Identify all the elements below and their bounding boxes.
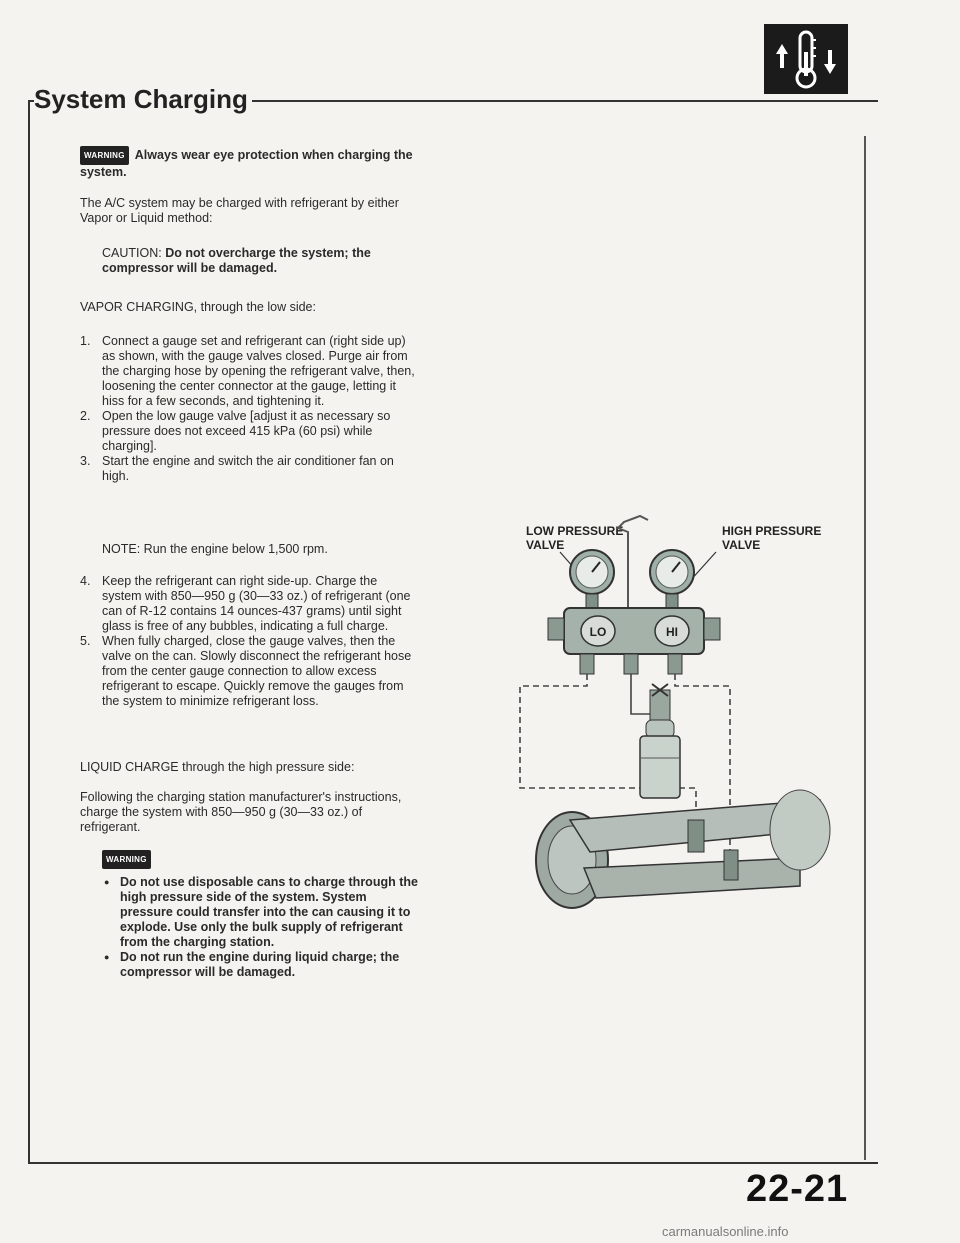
- step-3: 3. Start the engine and switch the air conditioner fan on high.: [80, 454, 394, 483]
- warning-badge: WARNING: [102, 850, 151, 869]
- vapor-heading-text: VAPOR CHARGING, through the low side:: [80, 300, 316, 314]
- vapor-steps: [80, 334, 420, 484]
- thermometer-arrows-icon: [764, 24, 848, 94]
- step-4: 4. Keep the refrigerant can right side-up. Charge the system with 850—950 g (30—33 oz.) of refrigerant (one can of R-12 contains 14 ounces-437 grams) until sight glass is free of any bubbles, indicating a full charge.: [80, 574, 411, 633]
- step-2: 2. Open the low gauge valve [adjust it as necessary so pressure does not exceed 415 kPa (60 psi) while charging].: [80, 409, 391, 453]
- low-pressure-gauge-icon: [570, 550, 614, 610]
- high-pressure-valve-label: HIGH PRESSURE VALVE: [722, 524, 822, 552]
- liquid-paragraph: [80, 790, 420, 835]
- compressor-icon: [536, 790, 830, 908]
- caution-label: CAUTION:: [102, 246, 162, 260]
- warning-eye-protection: [80, 146, 420, 180]
- liquid-heading-text: LIQUID CHARGE through the high pressure side:: [80, 760, 355, 774]
- high-pressure-gauge-icon: [650, 550, 694, 610]
- liquid-text: Following the charging station manufacturer's instructions, charge the system with 850—950 g (30—33 oz.) of refrigerant.: [80, 790, 402, 834]
- warning-text: Always wear eye protection when charging the system.: [80, 147, 413, 179]
- title-rule: [240, 100, 864, 102]
- lo-valve-label: LO: [589, 625, 607, 639]
- low-pressure-valve-label: LOW PRESSURE VALVE: [526, 524, 624, 552]
- liquid-heading: [80, 760, 420, 775]
- frame-right-edge: [864, 136, 866, 1160]
- caution-block: [102, 246, 420, 276]
- vapor-heading: [80, 300, 420, 315]
- hi-valve-label: HI: [666, 625, 678, 639]
- watermark: carmanualsonline.info: [662, 1224, 789, 1239]
- step-1: 1. Connect a gauge set and refrigerant can (right side up) as shown, with the gauge valves closed. Purge air from the charging hose by opening the refrigerant valve, then, loosening the center connector at the gauge, letting it hiss for a few seconds, and tightening it.: [80, 334, 415, 408]
- page-title: System Charging: [34, 84, 252, 115]
- intro-text: The A/C system may be charged with refrigerant by either Vapor or Liquid method:: [80, 196, 399, 225]
- warning-liquid-charge: [102, 850, 420, 980]
- caution-text: Do not overcharge the system; the compressor will be damaged.: [102, 246, 371, 275]
- page-number: 22-21: [746, 1168, 849, 1210]
- note-text: NOTE: Run the engine below 1,500 rpm.: [102, 542, 328, 556]
- warning-badge: WARNING: [80, 146, 129, 165]
- warning-bullet-2: ● Do not run the engine during liquid charge; the compressor will be damaged.: [102, 950, 420, 980]
- vapor-steps-continued: [80, 574, 420, 709]
- step-5: 5. When fully charged, close the gauge valves, then the valve on the can. Slowly disconnect the refrigerant hose from the center gauge connection to allow excess refrigerant to escape. Quickly remove the gauges from the system to minimize refrigerant loss.: [80, 634, 412, 708]
- warning-bullet-1: ● Do not use disposable cans to charge through the high pressure side of the system. System pressure could transfer into the can causing it to explode. Use only the bulk supply of refrigerant from the charging station.: [102, 875, 420, 950]
- gauge-set-diagram: [500, 500, 860, 940]
- note-block: [102, 542, 420, 557]
- refrigerant-can-icon: [640, 720, 680, 798]
- intro-paragraph: [80, 196, 420, 226]
